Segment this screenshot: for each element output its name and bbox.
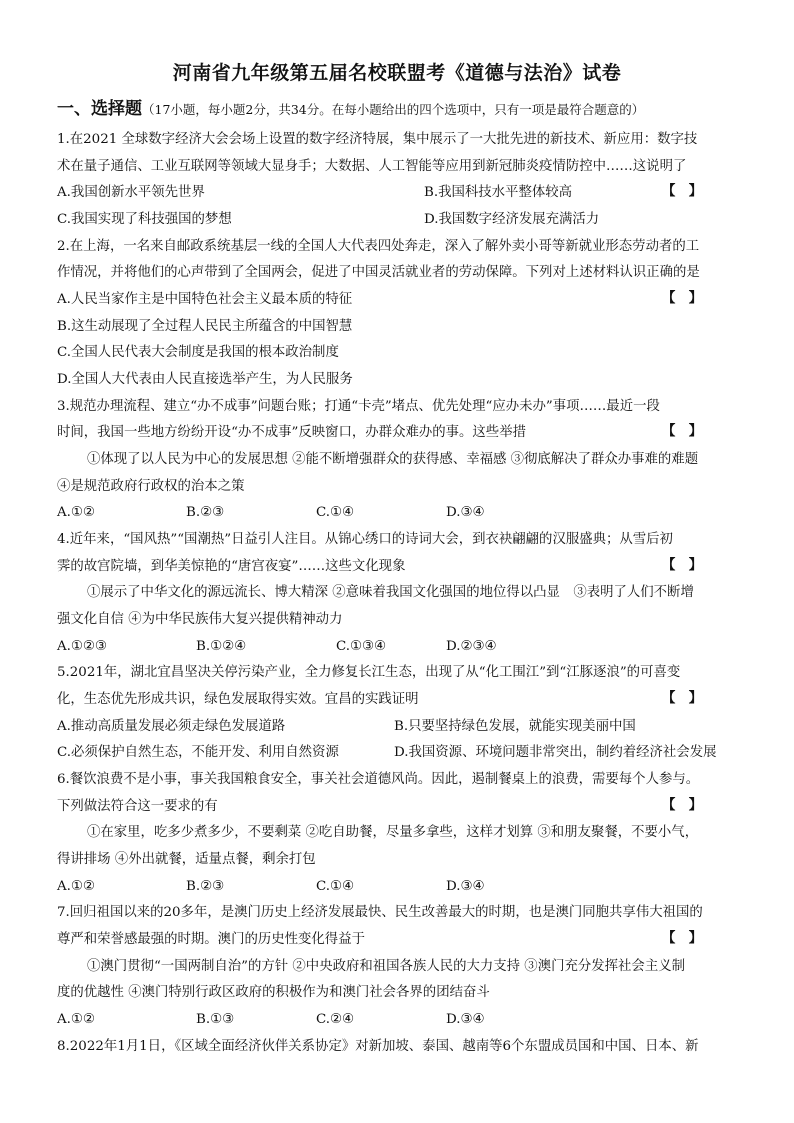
q6-option-b: B.②③ <box>186 879 225 894</box>
q4-statements-line-2: 强文化自信 ④为中华民族伟大复兴提供精神动力 <box>57 612 343 627</box>
q2-stem-line-2: 作情况，并将他们的心声带到了全国两会，促进了中国灵活就业者的劳动保障。下列对上述材料认识正确的是 <box>57 265 700 280</box>
q5-answer-bracket: 【 】 <box>662 691 703 706</box>
q2-stem-line-1: 2.在上海，一名来自邮政系统基层一线的全国人大代表四处奔走，深入了解外卖小哥等新就业形态劳动者的工 <box>57 239 700 254</box>
q4-option-b: B.①②④ <box>196 639 247 654</box>
q4-stem-line-1: 4.近年来，“国风热”“国潮热”日益引人注目。从锦心绣口的诗词大会，到衣袂翩翩的汉服盛典；从雪后初 <box>57 532 673 547</box>
q7-option-d: D.③④ <box>446 1012 485 1027</box>
q4-stem-line-2: 霁的故宫院墙，到华美惊艳的“唐宫夜宴”……这些文化现象 <box>57 559 406 574</box>
q5-stem-line-2: 化，生态优先形成共识，绿色发展取得实效。宜昌的实践证明 <box>57 692 419 707</box>
q2-answer-bracket: 【 】 <box>662 291 703 306</box>
q6-option-a: A.①② <box>57 879 95 894</box>
q2-option-b: B.这生动展现了全过程人民民主所蕴含的中国智慧 <box>57 319 353 334</box>
q3-option-d: D.③④ <box>446 505 485 520</box>
q4-statements-line-1: ①展示了中华文化的源远流长、博大精深 ②意味着我国文化强国的地位得以凸显 ③表明了人们不断增 <box>87 585 694 600</box>
q6-stem-line-2: 下列做法符合这一要求的有 <box>57 799 218 814</box>
q7-stem-line-2: 尊严和荣誉感最强的时期。澳门的历史性变化得益于 <box>57 932 365 947</box>
q3-answer-bracket: 【 】 <box>662 424 703 439</box>
q2-option-c: C.全国人民代表大会制度是我国的根本政治制度 <box>57 345 339 360</box>
q7-option-c: C.②④ <box>316 1012 355 1027</box>
section-instructions: （17小题，每小题2分，共34分。在每小题给出的四个选项中，只有一项是最符合题意的） <box>142 102 645 117</box>
q6-statements-line-1: ①在家里，吃多少煮多少，不要剩菜 ②吃自助餐，尽量多拿些，这样才划算 ③和朋友聚餐，不要小气， <box>87 825 699 840</box>
q1-stem-line-2: 术在量子通信、工业互联网等领域大显身手；大数据、人工智能等应用到新冠肺炎疫情防控中……这说明了 <box>57 159 687 174</box>
q6-stem-line-1: 6.餐饮浪费不是小事，事关我国粮食安全，事关社会道德风尚。因此，遏制餐桌上的浪费，需要每个人参与。 <box>57 772 700 787</box>
q6-statements-line-2: 得讲排场 ④外出就餐，适量点餐，剩余打包 <box>57 852 316 867</box>
q3-option-c: C.①④ <box>316 505 355 520</box>
q2-option-a: A.人民当家作主是中国特色社会主义最本质的特征 <box>57 292 353 307</box>
q3-stem-line-1: 3.规范办理流程、建立“办不成事”问题台账；打通“卡壳”堵点、优先处理“应办未办”事项……最近一段 <box>57 399 660 414</box>
q2-option-d: D.全国人大代表由人民直接选举产生，为人民服务 <box>57 372 353 387</box>
q1-option-b: B.我国科技水平整体较高 <box>424 185 573 200</box>
q6-option-c: C.①④ <box>316 879 355 894</box>
q5-stem-line-1: 5.2021年，湖北宜昌坚决关停污染产业，全力修复长江生态，出现了从“化工围江”到“江豚逐浪”的可喜变 <box>57 665 681 680</box>
q5-option-c: C.必须保护自然生态，不能开发、利用自然资源 <box>57 745 339 760</box>
q7-answer-bracket: 【 】 <box>662 931 703 946</box>
q3-statements-line-2: ④是规范政府行政权的治本之策 <box>57 479 245 494</box>
q7-statements-line-1: ①澳门贯彻“一国两制自治”的方针 ②中央政府和祖国各族人民的大力支持 ③澳门充分发挥社会主义制 <box>87 959 685 974</box>
q6-option-d: D.③④ <box>446 879 485 894</box>
q7-option-a: A.①② <box>57 1012 95 1027</box>
q3-option-a: A.①② <box>57 505 95 520</box>
q1-option-d: D.我国数字经济发展充满活力 <box>424 212 600 227</box>
section-heading <box>57 100 644 120</box>
page-title: 河南省九年级第五届名校联盟考《道德与法治》试卷 <box>172 62 622 84</box>
q4-option-a: A.①②③ <box>57 639 107 654</box>
q6-answer-bracket: 【 】 <box>662 798 703 813</box>
q1-stem-line-1: 1.在2021 全球数字经济大会会场上设置的数字经济特展，集中展示了一大批先进的新技术、新应用：数字技 <box>57 132 698 147</box>
q8-stem-line-1: 8.2022年1月1日，《区域全面经济伙伴关系协定》对新加坡、泰国、越南等6个东盟成员国和中国、日本、新 <box>57 1039 699 1054</box>
q3-statements-line-1: ①体现了以人民为中心的发展思想 ②能不断增强群众的获得感、幸福感 ③彻底解决了群众办事难的难题 <box>87 452 699 467</box>
q4-option-c: C.①③④ <box>336 639 387 654</box>
q7-option-b: B.①③ <box>196 1012 235 1027</box>
q3-option-b: B.②③ <box>186 505 225 520</box>
q5-option-a: A.推动高质量发展必须走绿色发展道路 <box>57 719 286 734</box>
q1-option-a: A.我国创新水平领先世界 <box>57 185 205 200</box>
q4-option-d: D.②③④ <box>446 639 497 654</box>
q7-statements-line-2: 度的优越性 ④澳门特别行政区政府的积极作为和澳门社会各界的团结奋斗 <box>57 985 490 1000</box>
q5-option-d: D.我国资源、环境问题非常突出，制约着经济社会发展 <box>394 745 717 760</box>
q5-option-b: B.只要坚持绿色发展，就能实现美丽中国 <box>394 719 636 734</box>
q7-stem-line-1: 7.回归祖国以来的20多年，是澳门历史上经济发展最快、民生改善最大的时期，也是澳门同胞共享伟大祖国的 <box>57 905 703 920</box>
section-title: 一、选择题 <box>57 99 142 119</box>
q3-stem-line-2: 时间，我国一些地方纷纷开设“办不成事”反映窗口，办群众难办的事。这些举措 <box>57 425 526 440</box>
q4-answer-bracket: 【 】 <box>662 558 703 573</box>
q1-option-c: C.我国实现了科技强国的梦想 <box>57 212 232 227</box>
q1-answer-bracket: 【 】 <box>662 184 703 199</box>
